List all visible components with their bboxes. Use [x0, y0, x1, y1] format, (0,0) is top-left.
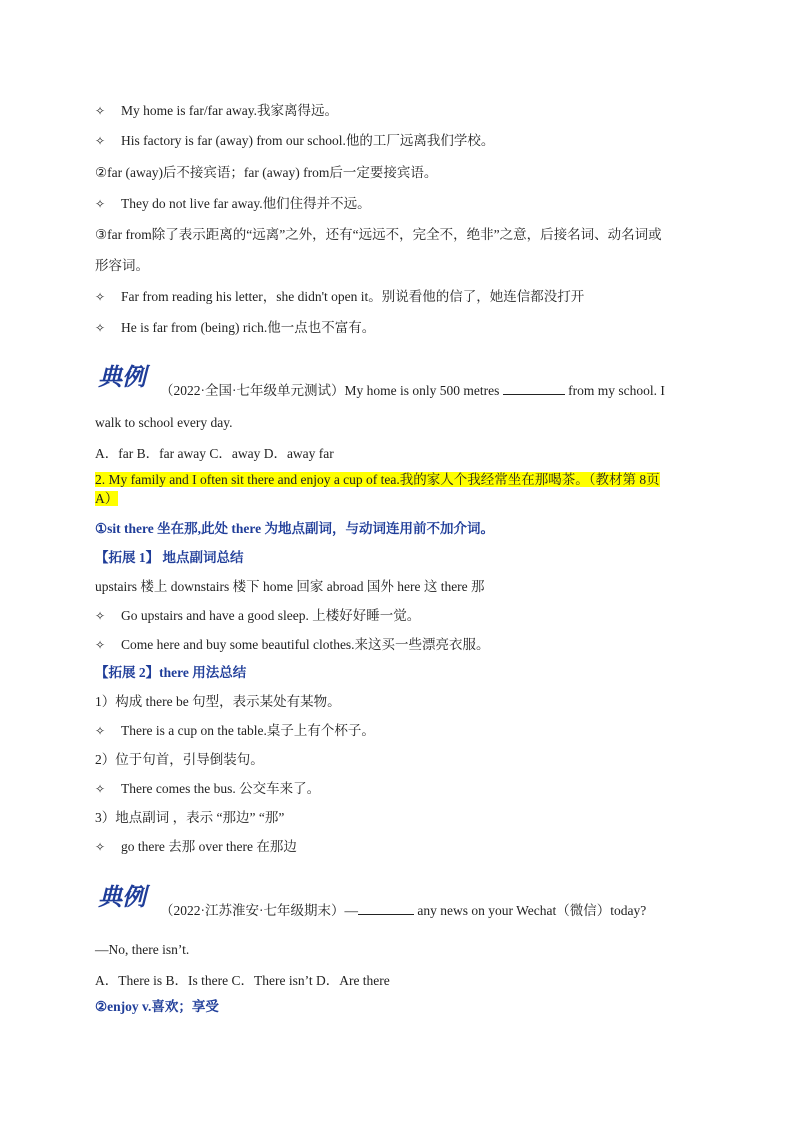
line-text: 【拓展 2】there 用法总结 [95, 665, 247, 680]
item2-line2 [95, 490, 710, 508]
highlighted-sentence-cont: A） [95, 491, 119, 506]
line-text: There comes the bus. 公交车来了。 [121, 781, 321, 796]
line-text: ③far from除了表示距离的“远离”之外，还有“远远不，完全不，绝非”之意，后接名词、动名词或 [95, 227, 662, 242]
line-text: 2）位于句首，引导倒装句。 [95, 752, 264, 767]
line-text: Far from reading his letter，she didn't open it。别说看他的信了，她连信都没打开 [121, 289, 585, 304]
bullet-line [95, 288, 710, 306]
diamond-bullet-icon: ✧ [95, 197, 106, 211]
line-text: He is far from (being) rich.他一点也不富有。 [121, 320, 376, 335]
usage-1 [95, 693, 710, 711]
diamond-bullet-icon: ✧ [95, 609, 106, 623]
diamond-bullet-icon: ✧ [95, 840, 106, 854]
diamond-bullet-icon: ✧ [95, 782, 106, 796]
example2-source: （2022·江苏淮安·七年级期末） [160, 903, 345, 918]
example-seal-icon [96, 362, 156, 392]
example1-stem-before: My home is only 500 metres [344, 383, 503, 398]
note-line [95, 164, 710, 182]
example2-stem-after: any news on your Wechat（微信）today? [414, 903, 647, 918]
seal-text: 典例 [98, 362, 146, 391]
line-text: They do not live far away.他们住得并不远。 [121, 196, 371, 211]
line-text: Come here and buy some beautiful clothes.来这买一些漂亮衣服。 [121, 637, 490, 652]
bullet-line [95, 838, 710, 856]
example1-options [95, 445, 710, 463]
adverb-list [95, 578, 710, 596]
line-text: Go upstairs and have a good sleep. 上楼好好睡一觉。 [121, 608, 421, 623]
bullet-line [95, 722, 710, 740]
line-text: 【拓展 1】 地点副词总结 [95, 550, 244, 565]
answer-blank [503, 380, 565, 395]
item2-line1 [95, 471, 710, 489]
extension-1-title [95, 549, 710, 567]
line-text: 3）地点副词 ，表示 “那边” “那” [95, 810, 285, 825]
note-enjoy [95, 998, 710, 1016]
extension-2-title [95, 664, 710, 682]
example-seal-icon [96, 882, 156, 912]
bullet-line [95, 195, 710, 213]
line-text: ①sit there 坐在那,此处 there 为地点副词，与动词连用前不加介词。 [95, 521, 494, 536]
line-text: upstairs 楼上 downstairs 楼下 home 回家 abroad 国外 here 这 there 那 [95, 579, 485, 594]
example2-answer-line [95, 941, 710, 959]
diamond-bullet-icon: ✧ [95, 724, 106, 738]
usage-2 [95, 751, 710, 769]
diamond-bullet-icon: ✧ [95, 638, 106, 652]
line-text: go there 去那 over there 在那边 [121, 839, 297, 854]
line-text: My home is far/far away.我家离得远。 [121, 103, 338, 118]
note-line [95, 226, 710, 244]
diamond-bullet-icon: ✧ [95, 321, 106, 335]
example1-stem-after: from my school. I [564, 383, 665, 398]
example1-stem-cont [95, 414, 710, 432]
example1-stem [160, 380, 710, 400]
example1-source: （2022·全国·七年级单元测试） [160, 383, 345, 398]
diamond-bullet-icon: ✧ [95, 104, 106, 118]
line-text: 形容词。 [95, 258, 149, 273]
line-text: ②enjoy v.喜欢；享受 [95, 999, 219, 1014]
bullet-line [95, 132, 710, 150]
line-text: walk to school every day. [95, 415, 233, 430]
highlighted-sentence: 2. My family and I often sit there and enjoy a cup of tea.我的家人个我经常坐在那喝茶。（教材第 8页 [95, 472, 660, 487]
example2-stem [160, 900, 710, 920]
bullet-line [95, 636, 710, 654]
seal-text: 典例 [98, 882, 146, 911]
usage-3 [95, 809, 710, 827]
line-text: ②far (away)后不接宾语；far (away) from后一定要接宾语。 [95, 165, 438, 180]
note-line-cont [95, 257, 710, 275]
diamond-bullet-icon: ✧ [95, 290, 106, 304]
example2-options [95, 972, 710, 990]
line-text: 1）构成 there be 句型，表示某处有某物。 [95, 694, 341, 709]
line-text: —No, there isn’t. [95, 942, 190, 957]
note-sit-there [95, 520, 710, 538]
example2-dash: — [344, 903, 358, 918]
bullet-line [95, 780, 710, 798]
line-text: There is a cup on the table.桌子上有个杯子。 [121, 723, 375, 738]
bullet-line [95, 319, 710, 337]
answer-blank [358, 900, 414, 915]
diamond-bullet-icon: ✧ [95, 134, 106, 148]
options-text: A．far B．far away C．away D．away far [95, 446, 334, 461]
bullet-line [95, 102, 710, 120]
line-text: His factory is far (away) from our school.他的工厂远离我们学校。 [121, 133, 495, 148]
bullet-line [95, 607, 710, 625]
options-text: A．There is B．Is there C．There isn’t D．Are there [95, 973, 390, 988]
